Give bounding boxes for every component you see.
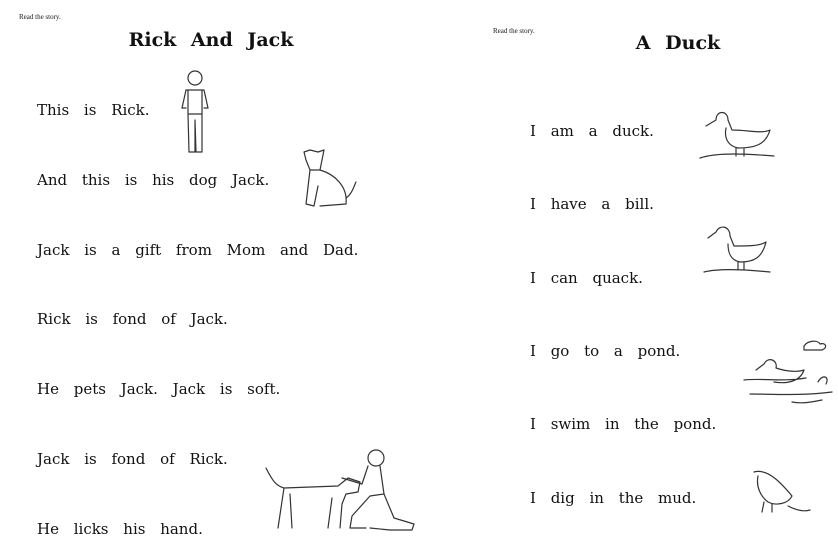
- story-line: Jack is fond of Rick.: [37, 450, 228, 468]
- right-instruction: Read the story.: [493, 27, 535, 35]
- story-line: I swim in the pond.: [530, 415, 717, 433]
- dog-sitting-illustration: [300, 146, 360, 210]
- story-line: I have a bill.: [530, 195, 654, 213]
- story-line: And this is his dog Jack.: [37, 171, 270, 189]
- left-story-title: Rick And Jack: [128, 29, 294, 51]
- story-line: I can quack.: [530, 269, 643, 287]
- story-line: I dig in the mud.: [530, 489, 697, 507]
- duck-standing-illustration: [698, 108, 776, 164]
- story-line: He pets Jack. Jack is soft.: [37, 380, 281, 398]
- story-line: Rick is fond of Jack.: [37, 310, 228, 328]
- duck-quacking-illustration: [700, 222, 772, 278]
- boy-petting-dog-illustration: [262, 444, 420, 534]
- boy-illustration: [178, 68, 214, 156]
- right-story-title: A Duck: [635, 32, 721, 54]
- story-line: I am a duck.: [530, 122, 654, 140]
- story-line: He licks his hand.: [37, 520, 203, 538]
- story-line: I go to a pond.: [530, 342, 681, 360]
- duck-swimming-illustration: [742, 338, 838, 416]
- duck-digging-illustration: [748, 466, 814, 518]
- story-line: Jack is a gift from Mom and Dad.: [37, 241, 359, 259]
- left-instruction: Read the story.: [19, 13, 61, 21]
- story-line: This is Rick.: [37, 101, 150, 119]
